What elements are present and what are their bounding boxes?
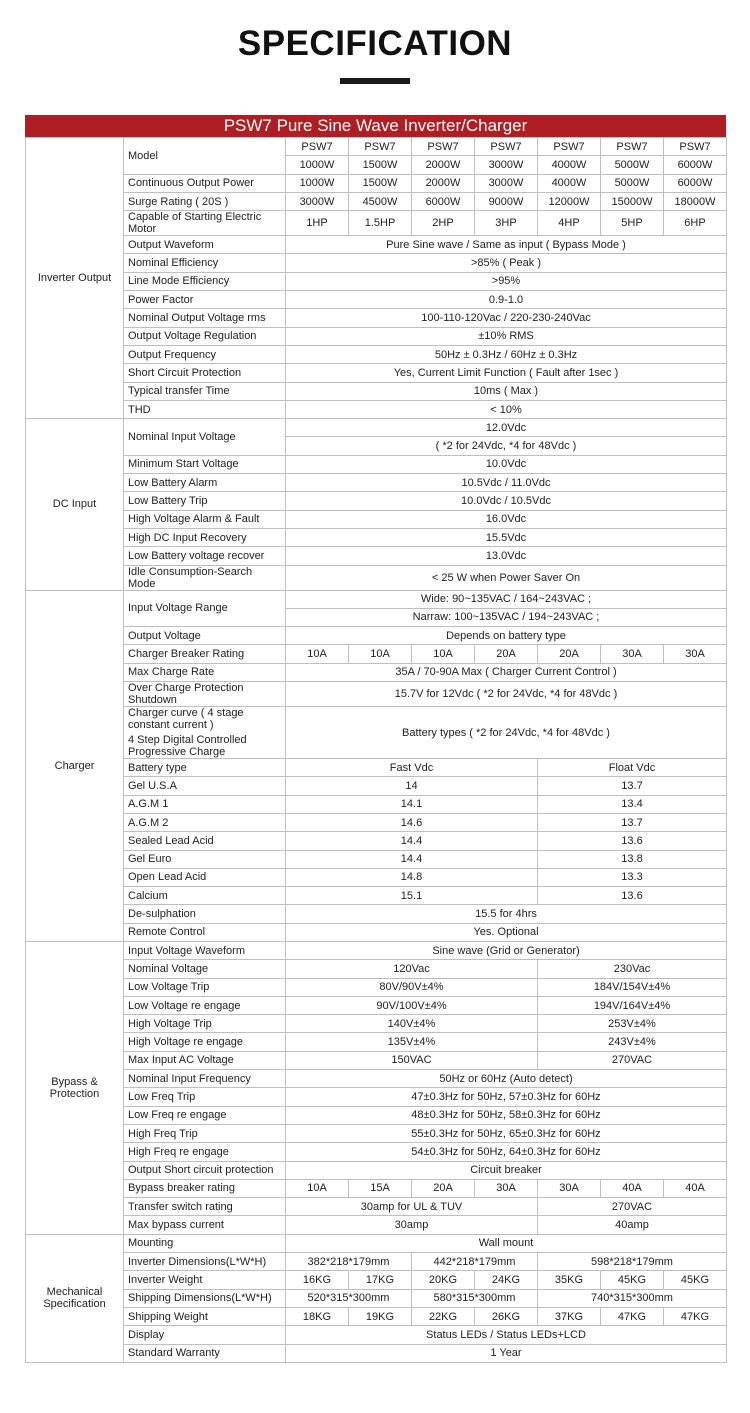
spec-value: 15.7V for 12Vdc ( *2 for 24Vdc, *4 for 48Vdc ) (286, 682, 727, 707)
spec-label: Inverter Dimensions(L*W*H) (124, 1253, 286, 1271)
table-row (26, 1015, 727, 1033)
spec-value: 13.6 (538, 887, 727, 905)
spec-label: Nominal Efficiency (124, 254, 286, 272)
spec-label: Capable of Starting Electric Motor (124, 211, 286, 236)
spec-value: 150VAC (286, 1051, 538, 1069)
table-row (26, 813, 727, 831)
spec-value: 6000W (664, 174, 727, 192)
spec-label: Gel U.S.A (124, 777, 286, 795)
spec-value: 14.8 (286, 868, 538, 886)
spec-value: 14 (286, 777, 538, 795)
spec-label: Low Voltage re engage (124, 996, 286, 1014)
table-row (26, 850, 727, 868)
spec-value: 13.7 (538, 777, 727, 795)
spec-label: Output Short circuit protection (124, 1161, 286, 1179)
spec-value: 14.4 (286, 832, 538, 850)
spec-label: Low Voltage Trip (124, 978, 286, 996)
spec-value: 13.4 (538, 795, 727, 813)
table-row (26, 707, 727, 759)
spec-label: Continuous Output Power (124, 174, 286, 192)
spec-value: 24KG (475, 1271, 538, 1289)
spec-value: 22KG (412, 1307, 475, 1325)
table-row (26, 1234, 727, 1252)
spec-label: Max Charge Rate (124, 663, 286, 681)
spec-value: 140V±4% (286, 1015, 538, 1033)
spec-value: 10A (286, 1179, 349, 1197)
spec-value: 1 Year (286, 1344, 727, 1362)
table-row (26, 327, 727, 345)
curve-label-line: Charger curve ( 4 stage constant current ) (128, 707, 244, 732)
table-row (26, 382, 727, 400)
table-row (26, 236, 727, 254)
spec-value: 10.0Vdc / 10.5Vdc (286, 492, 727, 510)
table-row (26, 1033, 727, 1051)
spec-label: High Voltage Alarm & Fault (124, 510, 286, 528)
table-row (26, 645, 727, 663)
table-row (26, 1271, 727, 1289)
table-row (26, 419, 727, 437)
spec-label: High DC Input Recovery (124, 528, 286, 546)
spec-label: Battery type (124, 759, 286, 777)
spec-value: 2HP (412, 211, 475, 236)
spec-value: Circuit breaker (286, 1161, 727, 1179)
spec-value: 4000W (538, 156, 601, 174)
spec-label: Idle Consumption-Search Mode (124, 565, 286, 590)
section-label: Mechanical Specification (26, 1234, 124, 1362)
spec-value: 37KG (538, 1307, 601, 1325)
spec-value: 6000W (664, 156, 727, 174)
spec-value: 1000W (286, 174, 349, 192)
spec-value: 0.9-1.0 (286, 291, 727, 309)
page-title: SPECIFICATION (237, 24, 513, 63)
table-row (26, 492, 727, 510)
spec-value: Battery types ( *2 for 24Vdc, *4 for 48Vdc ) (286, 707, 727, 759)
spec-label: High Voltage re engage (124, 1033, 286, 1051)
table-row (26, 996, 727, 1014)
table-row (26, 1106, 727, 1124)
spec-value: 1HP (286, 211, 349, 236)
spec-value: 26KG (475, 1307, 538, 1325)
page-heading (0, 0, 750, 90)
spec-label: Nominal Voltage (124, 960, 286, 978)
spec-value: 30A (475, 1179, 538, 1197)
spec-value: 50Hz ± 0.3Hz / 60Hz ± 0.3Hz (286, 345, 727, 363)
title-underline (340, 78, 410, 84)
table-row (26, 887, 727, 905)
spec-label: Shipping Weight (124, 1307, 286, 1325)
spec-value: 10.5Vdc / 11.0Vdc (286, 474, 727, 492)
spec-value: 18KG (286, 1307, 349, 1325)
spec-label: Output Frequency (124, 345, 286, 363)
spec-value: 15.5 for 4hrs (286, 905, 727, 923)
spec-label: Nominal Input Voltage (124, 419, 286, 456)
spec-value: Narraw: 100~135VAC / 194~243VAC ; (286, 608, 727, 626)
spec-label: Max Input AC Voltage (124, 1051, 286, 1069)
spec-label: Surge Rating ( 20S ) (124, 192, 286, 210)
table-row (26, 1179, 727, 1197)
table-row (26, 1161, 727, 1179)
spec-label: Open Lead Acid (124, 868, 286, 886)
spec-value: 1.5HP (349, 211, 412, 236)
spec-value: 17KG (349, 1271, 412, 1289)
spec-value: 382*218*179mm (286, 1253, 412, 1271)
spec-label: Mounting (124, 1234, 286, 1252)
spec-label: Low Freq re engage (124, 1106, 286, 1124)
table-row (26, 1253, 727, 1271)
spec-label: High Voltage Trip (124, 1015, 286, 1033)
spec-label: Output Voltage Regulation (124, 327, 286, 345)
spec-value: < 10% (286, 400, 727, 418)
table-row (26, 254, 727, 272)
table-row (26, 400, 727, 418)
table-row (26, 1051, 727, 1069)
table-row (26, 832, 727, 850)
spec-value: 47KG (601, 1307, 664, 1325)
spec-table (25, 137, 727, 1363)
spec-label: Output Voltage (124, 627, 286, 645)
spec-value: 3HP (475, 211, 538, 236)
spec-value: PSW7 (475, 138, 538, 156)
spec-label: Over Charge Protection Shutdown (124, 682, 286, 707)
spec-value: 243V±4% (538, 1033, 727, 1051)
spec-label: Short Circuit Protection (124, 364, 286, 382)
table-row (26, 138, 727, 156)
table-row (26, 174, 727, 192)
spec-value: 270VAC (538, 1051, 727, 1069)
spec-value: 16.0Vdc (286, 510, 727, 528)
spec-value: 20KG (412, 1271, 475, 1289)
spec-value: 20A (538, 645, 601, 663)
spec-value: PSW7 (601, 138, 664, 156)
spec-value: 442*218*179mm (412, 1253, 538, 1271)
spec-label: Low Freq Trip (124, 1088, 286, 1106)
spec-value: 9000W (475, 192, 538, 210)
table-row (26, 192, 727, 210)
section-label: Charger (26, 590, 124, 941)
spec-value: 120Vac (286, 960, 538, 978)
spec-value: 10A (286, 645, 349, 663)
spec-value: 14.4 (286, 850, 538, 868)
section-label: Bypass & Protection (26, 941, 124, 1234)
spec-value: 14.6 (286, 813, 538, 831)
spec-value: 30amp for UL & TUV (286, 1198, 538, 1216)
spec-value: 30A (601, 645, 664, 663)
spec-value: 100-110-120Vac / 220-230-240Vac (286, 309, 727, 327)
spec-value: 3000W (475, 156, 538, 174)
spec-value: 5000W (601, 156, 664, 174)
spec-value: 55±0.3Hz for 50Hz, 65±0.3Hz for 60Hz (286, 1124, 727, 1142)
spec-value: 13.3 (538, 868, 727, 886)
spec-value: 18000W (664, 192, 727, 210)
spec-value: 15000W (601, 192, 664, 210)
spec-value: 6000W (412, 192, 475, 210)
spec-label: Bypass breaker rating (124, 1179, 286, 1197)
spec-value: 253V±4% (538, 1015, 727, 1033)
spec-value: 230Vac (538, 960, 727, 978)
spec-label (124, 707, 286, 759)
spec-value: 3000W (475, 174, 538, 192)
spec-value: PSW7 (286, 138, 349, 156)
spec-value: Float Vdc (538, 759, 727, 777)
spec-value: 15.1 (286, 887, 538, 905)
spec-label: Display (124, 1326, 286, 1344)
table-row (26, 547, 727, 565)
spec-value: 30amp (286, 1216, 538, 1234)
spec-label: Shipping Dimensions(L*W*H) (124, 1289, 286, 1307)
table-row (26, 1216, 727, 1234)
spec-label: Remote Control (124, 923, 286, 941)
spec-value: 13.8 (538, 850, 727, 868)
table-row (26, 1344, 727, 1362)
table-row (26, 1124, 727, 1142)
spec-label: Low Battery voltage recover (124, 547, 286, 565)
spec-value: 520*315*300mm (286, 1289, 412, 1307)
spec-value: Depends on battery type (286, 627, 727, 645)
table-row (26, 663, 727, 681)
table-row (26, 1143, 727, 1161)
table-row (26, 474, 727, 492)
spec-value: 5HP (601, 211, 664, 236)
spec-value: 30A (538, 1179, 601, 1197)
spec-label: Nominal Input Frequency (124, 1070, 286, 1088)
table-row (26, 211, 727, 236)
spec-label: Inverter Weight (124, 1271, 286, 1289)
table-title: PSW7 Pure Sine Wave Inverter/Charger (25, 115, 726, 137)
table-row (26, 565, 727, 590)
spec-value: PSW7 (412, 138, 475, 156)
spec-table-body (26, 138, 727, 1363)
table-row (26, 1326, 727, 1344)
spec-label: Minimum Start Voltage (124, 455, 286, 473)
table-row (26, 759, 727, 777)
spec-value: 48±0.3Hz for 50Hz, 58±0.3Hz for 60Hz (286, 1106, 727, 1124)
spec-label: Output Waveform (124, 236, 286, 254)
spec-value: 40amp (538, 1216, 727, 1234)
spec-value: 13.6 (538, 832, 727, 850)
curve-label-line: 4 Step Digital Controlled Progressive Charge (128, 734, 247, 759)
spec-value: 16KG (286, 1271, 349, 1289)
spec-label: De-sulphation (124, 905, 286, 923)
spec-value: 2000W (412, 156, 475, 174)
spec-label: Standard Warranty (124, 1344, 286, 1362)
spec-value: 10ms ( Max ) (286, 382, 727, 400)
spec-value: ±10% RMS (286, 327, 727, 345)
spec-value: 13.0Vdc (286, 547, 727, 565)
spec-value: 2000W (412, 174, 475, 192)
spec-value: 50Hz or 60Hz (Auto detect) (286, 1070, 727, 1088)
spec-label: Max bypass current (124, 1216, 286, 1234)
spec-label: Nominal Output Voltage rms (124, 309, 286, 327)
table-row (26, 1088, 727, 1106)
spec-value: 4HP (538, 211, 601, 236)
table-row (26, 941, 727, 959)
spec-value: 135V±4% (286, 1033, 538, 1051)
spec-value: 598*218*179mm (538, 1253, 727, 1271)
spec-value: PSW7 (349, 138, 412, 156)
spec-label: A.G.M 1 (124, 795, 286, 813)
spec-value: >95% (286, 272, 727, 290)
spec-value: 19KG (349, 1307, 412, 1325)
spec-value: 1000W (286, 156, 349, 174)
spec-value: 12.0Vdc (286, 419, 727, 437)
spec-value: Pure Sine wave / Same as input ( Bypass Mode ) (286, 236, 727, 254)
spec-value: 5000W (601, 174, 664, 192)
table-row (26, 1289, 727, 1307)
spec-value: Yes. Optional (286, 923, 727, 941)
spec-label: Charger Breaker Rating (124, 645, 286, 663)
table-row (26, 978, 727, 996)
table-row (26, 345, 727, 363)
table-row (26, 272, 727, 290)
spec-value: 20A (412, 1179, 475, 1197)
spec-value: 54±0.3Hz for 50Hz, 64±0.3Hz for 60Hz (286, 1143, 727, 1161)
table-row (26, 1307, 727, 1325)
spec-label: Calcium (124, 887, 286, 905)
spec-value: 15A (349, 1179, 412, 1197)
spec-value: 194V/164V±4% (538, 996, 727, 1014)
spec-value: 270VAC (538, 1198, 727, 1216)
spec-value: PSW7 (538, 138, 601, 156)
spec-value: 35KG (538, 1271, 601, 1289)
spec-value: < 25 W when Power Saver On (286, 565, 727, 590)
spec-value: 47KG (664, 1307, 727, 1325)
spec-value: Wide: 90~135VAC / 164~243VAC ; (286, 590, 727, 608)
spec-value: Status LEDs / Status LEDs+LCD (286, 1326, 727, 1344)
spec-label: Sealed Lead Acid (124, 832, 286, 850)
spec-label: Input Voltage Range (124, 590, 286, 627)
spec-value: 20A (475, 645, 538, 663)
spec-value: Fast Vdc (286, 759, 538, 777)
spec-value: 3000W (286, 192, 349, 210)
spec-value: 4000W (538, 174, 601, 192)
spec-value: 13.7 (538, 813, 727, 831)
table-row (26, 960, 727, 978)
spec-value: 10A (349, 645, 412, 663)
spec-value: 740*315*300mm (538, 1289, 727, 1307)
spec-label: Transfer switch rating (124, 1198, 286, 1216)
table-row (26, 291, 727, 309)
spec-label: THD (124, 400, 286, 418)
spec-value: Yes, Current Limit Function ( Fault after 1sec ) (286, 364, 727, 382)
spec-label: Typical transfer Time (124, 382, 286, 400)
spec-label: Line Mode Efficiency (124, 272, 286, 290)
spec-value: ( *2 for 24Vdc, *4 for 48Vdc ) (286, 437, 727, 455)
table-row (26, 364, 727, 382)
spec-table-wrapper (25, 115, 726, 1363)
spec-value: 30A (664, 645, 727, 663)
table-row (26, 1198, 727, 1216)
spec-label: Low Battery Alarm (124, 474, 286, 492)
spec-value: 10.0Vdc (286, 455, 727, 473)
spec-value: 12000W (538, 192, 601, 210)
spec-value: Wall mount (286, 1234, 727, 1252)
table-row (26, 309, 727, 327)
table-row (26, 682, 727, 707)
spec-value: 15.5Vdc (286, 528, 727, 546)
spec-label: Input Voltage Waveform (124, 941, 286, 959)
spec-label: Gel Euro (124, 850, 286, 868)
table-row (26, 923, 727, 941)
table-row (26, 590, 727, 608)
spec-value: 184V/154V±4% (538, 978, 727, 996)
spec-value: 35A / 70-90A Max ( Charger Current Control ) (286, 663, 727, 681)
table-row (26, 777, 727, 795)
spec-label: Model (124, 138, 286, 175)
spec-value: >85% ( Peak ) (286, 254, 727, 272)
spec-value: 40A (664, 1179, 727, 1197)
spec-label: Power Factor (124, 291, 286, 309)
spec-value: 80V/90V±4% (286, 978, 538, 996)
spec-value: 10A (412, 645, 475, 663)
table-row (26, 627, 727, 645)
spec-value: 90V/100V±4% (286, 996, 538, 1014)
table-row (26, 795, 727, 813)
spec-value: 1500W (349, 174, 412, 192)
spec-value: 1500W (349, 156, 412, 174)
section-label: Inverter Output (26, 138, 124, 419)
section-label: DC Input (26, 419, 124, 590)
table-row (26, 510, 727, 528)
spec-value: 6HP (664, 211, 727, 236)
spec-value: 40A (601, 1179, 664, 1197)
table-row (26, 455, 727, 473)
table-row (26, 905, 727, 923)
table-row (26, 528, 727, 546)
spec-value: 580*315*300mm (412, 1289, 538, 1307)
spec-value: Sine wave (Grid or Generator) (286, 941, 727, 959)
spec-value: 47±0.3Hz for 50Hz, 57±0.3Hz for 60Hz (286, 1088, 727, 1106)
spec-value: PSW7 (664, 138, 727, 156)
spec-label: High Freq re engage (124, 1143, 286, 1161)
spec-value: 14.1 (286, 795, 538, 813)
spec-value: 4500W (349, 192, 412, 210)
spec-label: High Freq Trip (124, 1124, 286, 1142)
table-row (26, 868, 727, 886)
table-row (26, 1070, 727, 1088)
spec-label: A.G.M 2 (124, 813, 286, 831)
spec-value: 45KG (664, 1271, 727, 1289)
spec-label: Low Battery Trip (124, 492, 286, 510)
spec-value: 45KG (601, 1271, 664, 1289)
